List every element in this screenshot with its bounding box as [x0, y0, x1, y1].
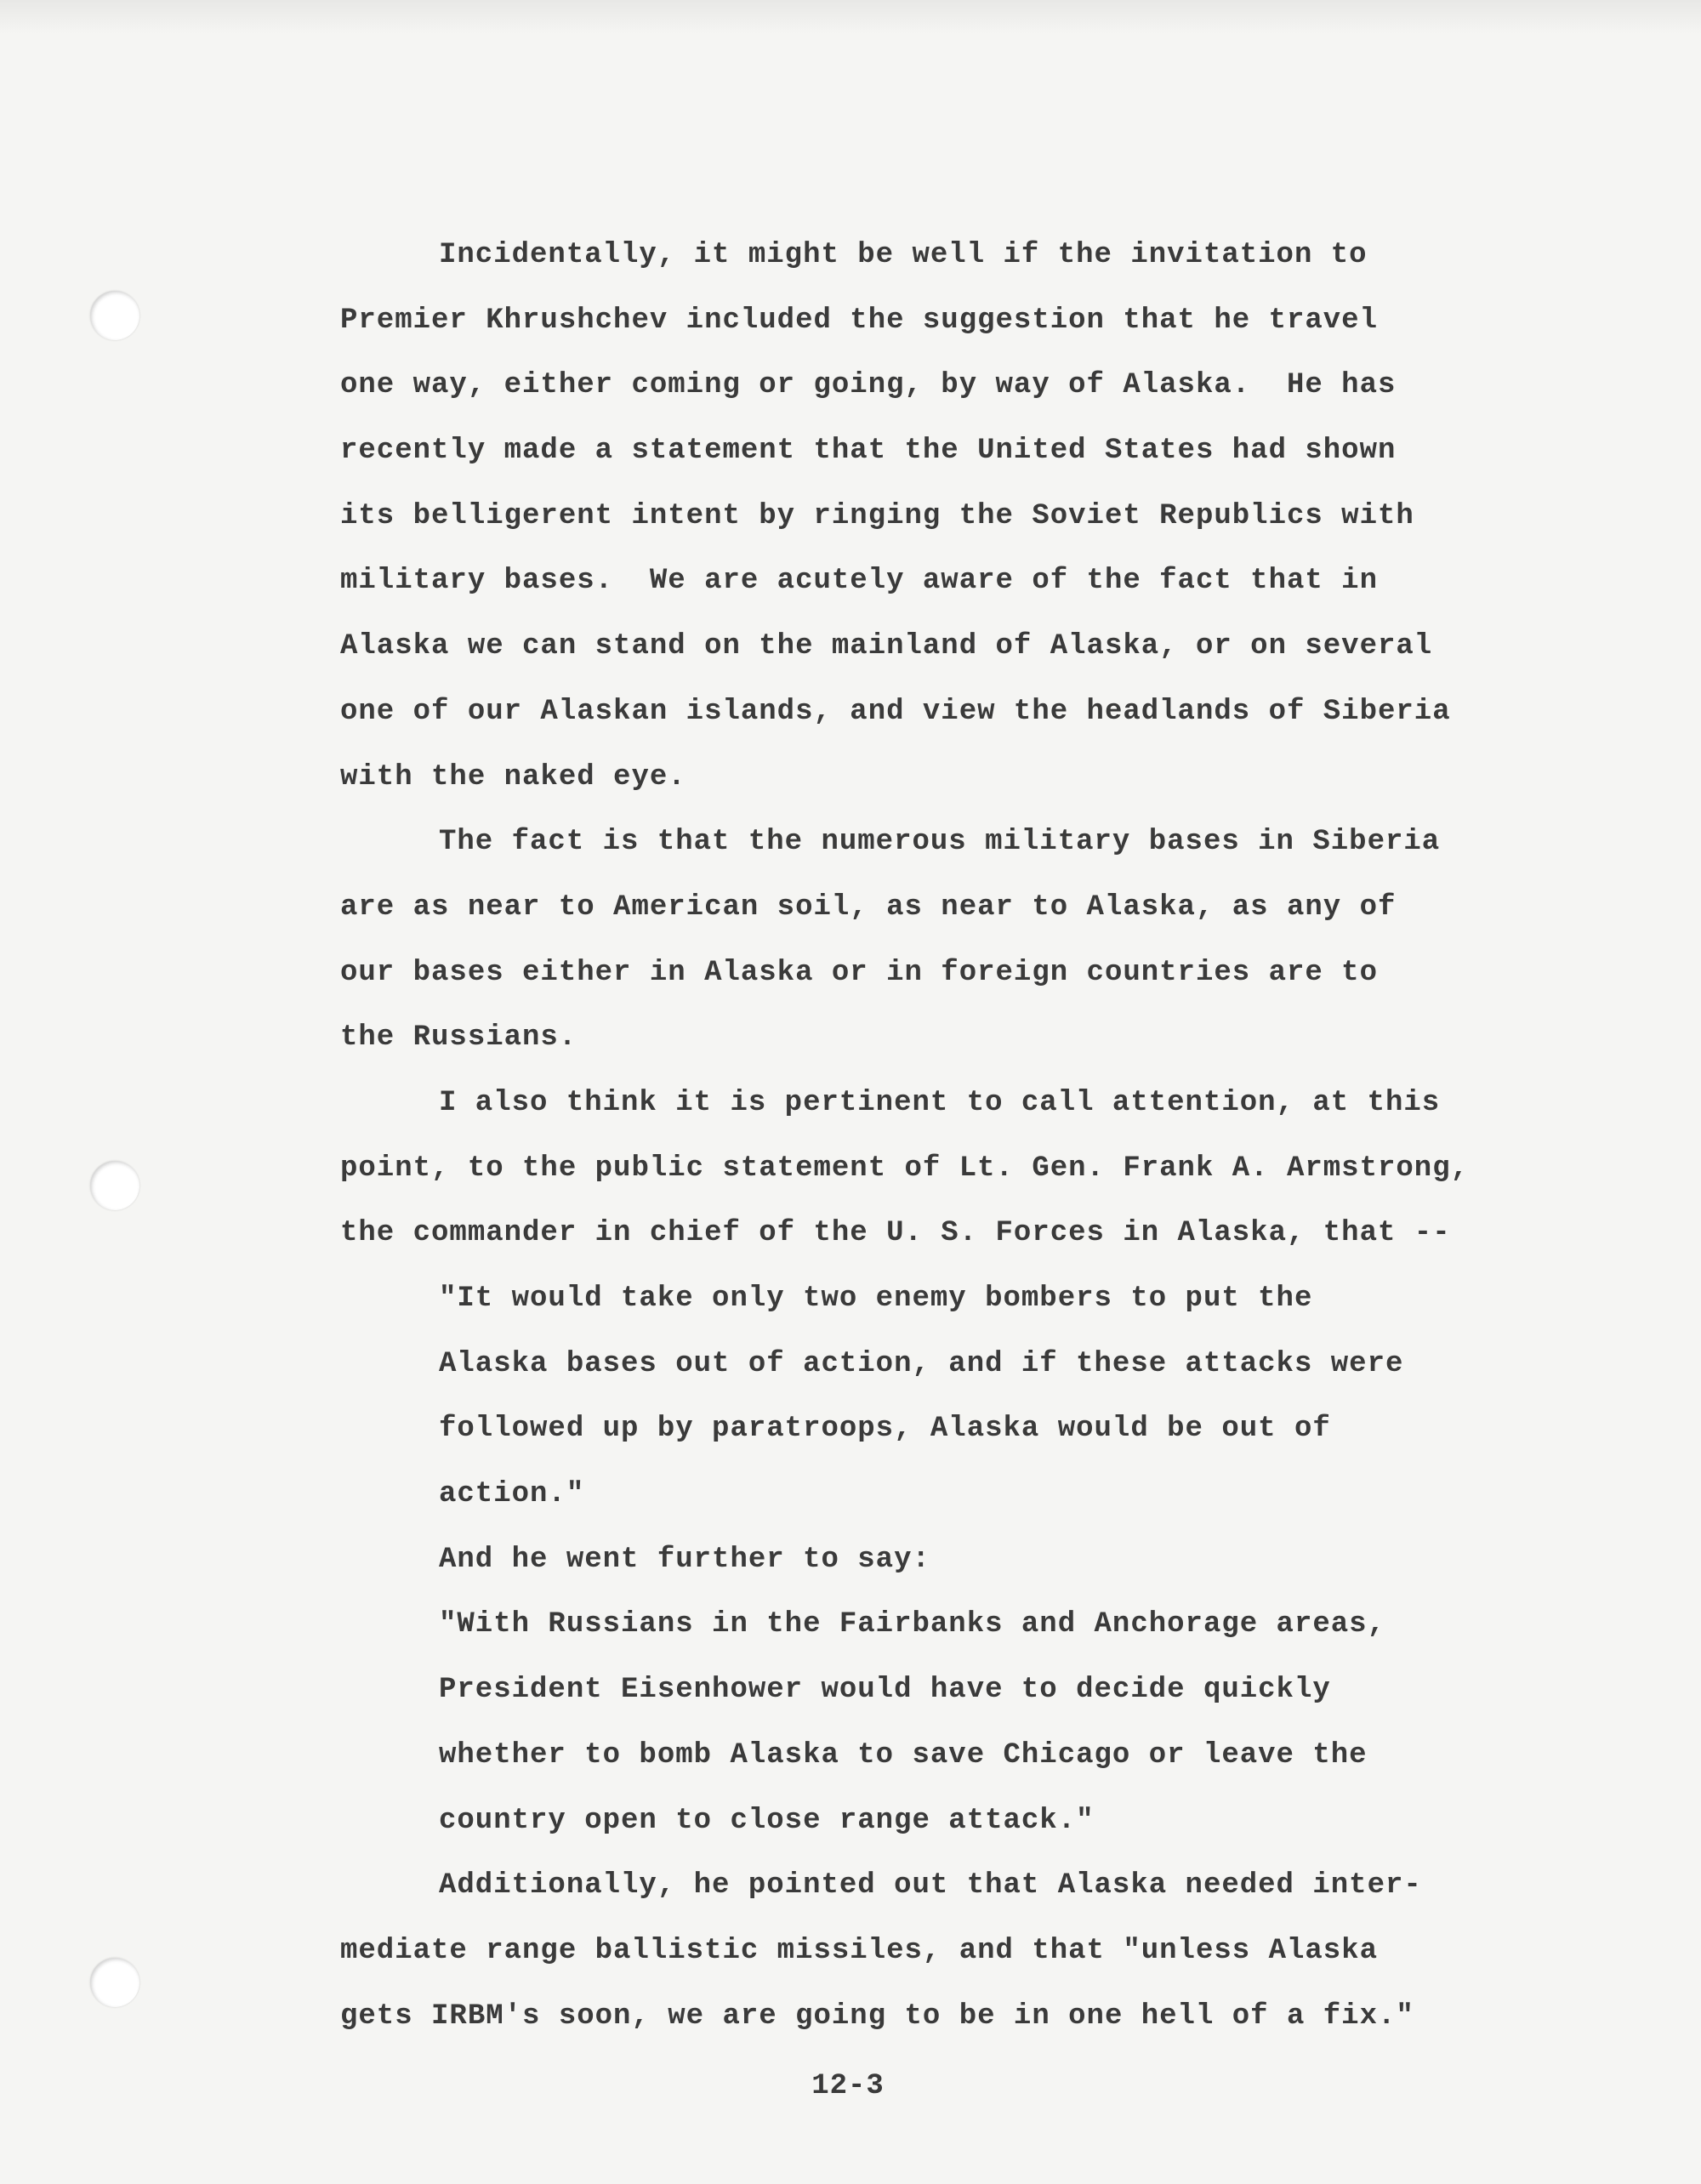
paragraph-1-line-8: one of our Alaskan islands, and view the headlands of Siberia: [340, 695, 1451, 728]
paragraph-1-line-3: one way, either coming or going, by way of Alaska. He has: [340, 369, 1397, 402]
transition-line: And he went further to say:: [439, 1543, 930, 1576]
quote-2-line-1: "With Russians in the Fairbanks and Anchorage areas,: [439, 1608, 1385, 1641]
paragraph-1-line-6: military bases. We are acutely aware of the fact that in: [340, 565, 1378, 598]
paragraph-1-line-2: Premier Khrushchev included the suggestion that he travel: [340, 304, 1378, 337]
paragraph-2-line-2: are as near to American soil, as near to Alaska, as any of: [340, 890, 1397, 924]
paragraph-3-line-2: point, to the public statement of Lt. Gen. Frank A. Armstrong,: [340, 1152, 1470, 1185]
punch-hole-bottom: [90, 1958, 139, 2007]
quote-1-line-1: "It would take only two enemy bombers to put the: [439, 1283, 1313, 1315]
paragraph-1-line-9: with the naked eye.: [340, 760, 686, 793]
punch-hole-middle: [90, 1161, 139, 1210]
quote-2-line-3: whether to bomb Alaska to save Chicago or leave the: [439, 1738, 1368, 1772]
scan-edge-shadow: [0, 0, 1701, 34]
typed-text-body: [340, 223, 1573, 2049]
paragraph-3-line-3: the commander in chief of the U. S. Forces in Alaska, that --: [340, 1217, 1451, 1250]
quote-1-line-2: Alaska bases out of action, and if these attacks were: [439, 1347, 1404, 1380]
quote-2-line-4: country open to close range attack.": [439, 1804, 1095, 1837]
quote-2-line-2: President Eisenhower would have to decide quickly: [439, 1674, 1331, 1707]
paragraph-3-line-1: I also think it is pertinent to call attention, at this: [439, 1086, 1441, 1119]
paragraph-4-line-2: mediate range ballistic missiles, and that "unless Alaska: [340, 1934, 1378, 1967]
paragraph-2-line-4: the Russians.: [340, 1021, 577, 1055]
page-number: [0, 2070, 1701, 2102]
paragraph-4-line-3: gets IRBM's soon, we are going to be in one hell of a fix.": [340, 1999, 1414, 2033]
punch-hole-top: [90, 291, 139, 340]
quote-1-line-4: action.": [439, 1478, 585, 1511]
paragraph-4-line-1: Additionally, he pointed out that Alaska needed inter-: [439, 1869, 1422, 1902]
paragraph-1-line-5: its belligerent intent by ringing the Soviet Republics with: [340, 499, 1414, 532]
quote-1-line-3: followed up by paratroops, Alaska would be out of: [439, 1413, 1331, 1446]
page-number-text: 12-3: [811, 2070, 885, 2102]
paragraph-1-line-7: Alaska we can stand on the mainland of Alaska, or on several: [340, 630, 1433, 663]
paragraph-2-line-3: our bases either in Alaska or in foreign countries are to: [340, 956, 1378, 989]
paragraph-2-line-1: The fact is that the numerous military bases in Siberia: [439, 826, 1441, 859]
paragraph-1-line-1: Incidentally, it might be well if the invitation to: [439, 239, 1368, 271]
paragraph-1-line-4: recently made a statement that the United States had shown: [340, 435, 1397, 468]
